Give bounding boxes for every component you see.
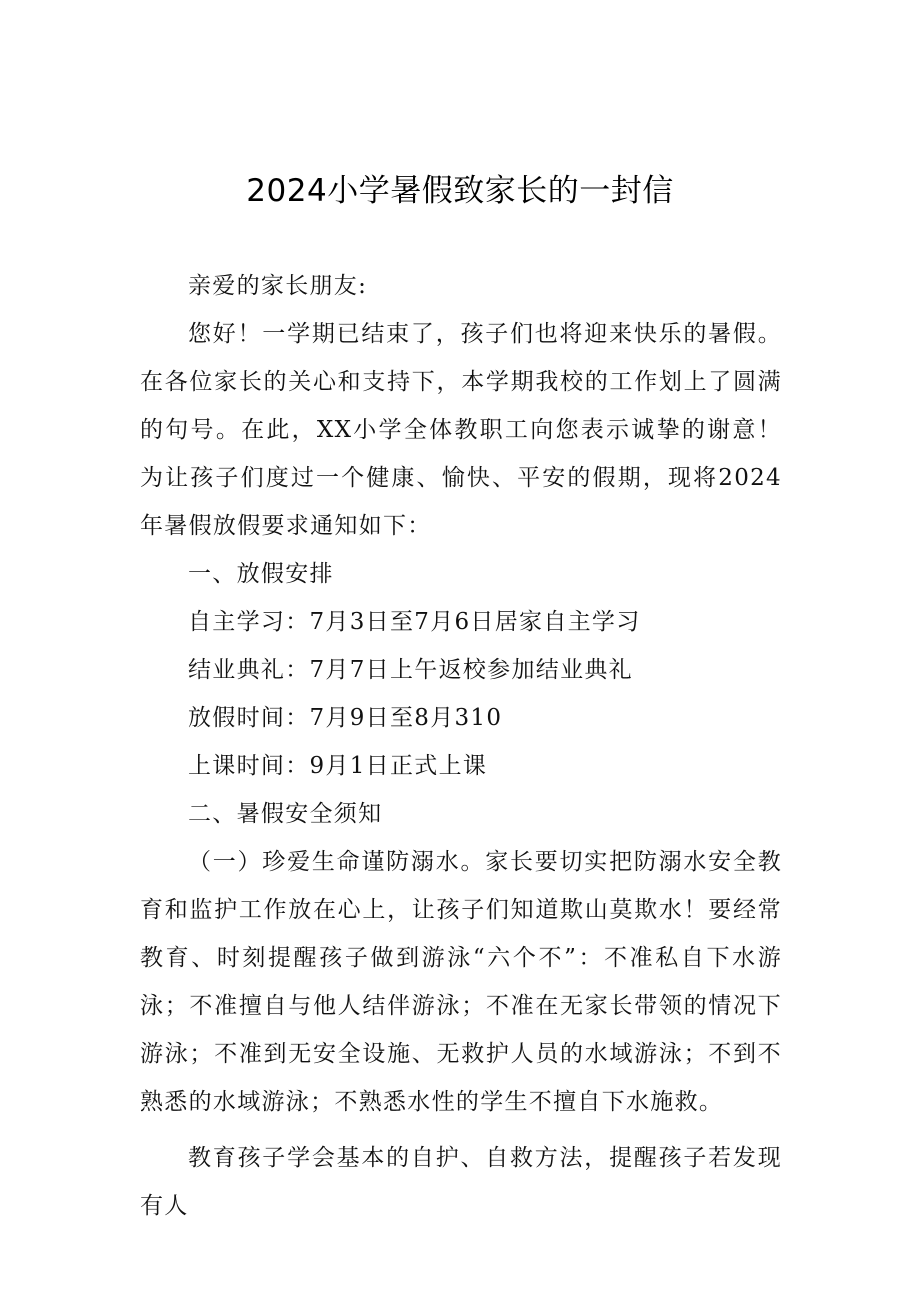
section-heading-safety: 二、暑假安全须知	[188, 801, 383, 827]
schedule-item: 自主学习：7月3日至7月6日居家自主学习	[188, 609, 641, 635]
schedule-item: 结业典礼：7月7日上午返校参加结业典礼	[188, 657, 633, 683]
schedule-item: 放假时间：7月9日至8月310	[188, 705, 503, 731]
section-heading-schedule: 一、放假安排	[188, 561, 334, 587]
safety-paragraph-continued: 教育孩子学会基本的自护、自救方法，提醒孩子若发现有人	[140, 1145, 782, 1219]
safety-paragraph: （一）珍爱生命谨防溺水。家长要切实把防溺水安全教育和监护工作放在心上，让孩子们知道欺山莫欺水！要经常教育、时刻提醒孩子做到游泳“六个不”：不准私自下水游泳；不准擅自与他人结伴游泳；不准在无家长带领的情况下游泳；不准到无安全设施、无救护人员的水域游泳；不到不熟悉的水域游泳；不熟悉水性的学生不擅自下水施救。	[140, 849, 782, 1115]
letter-body	[140, 262, 782, 1230]
intro-paragraph: 您好！一学期已结束了，孩子们也将迎来快乐的暑假。在各位家长的关心和支持下，本学期我校的工作划上了圆满的句号。在此，XX小学全体教职工向您表示诚挚的谢意！为让孩子们度过一个健康、愉快、平安的假期，现将2024年暑假放假要求通知如下：	[140, 321, 782, 539]
schedule-item: 上课时间：9月1日正式上课	[188, 753, 488, 779]
page-title: 2024小学暑假致家长的一封信	[246, 173, 674, 209]
greeting: 亲爱的家长朋友:	[188, 273, 368, 299]
